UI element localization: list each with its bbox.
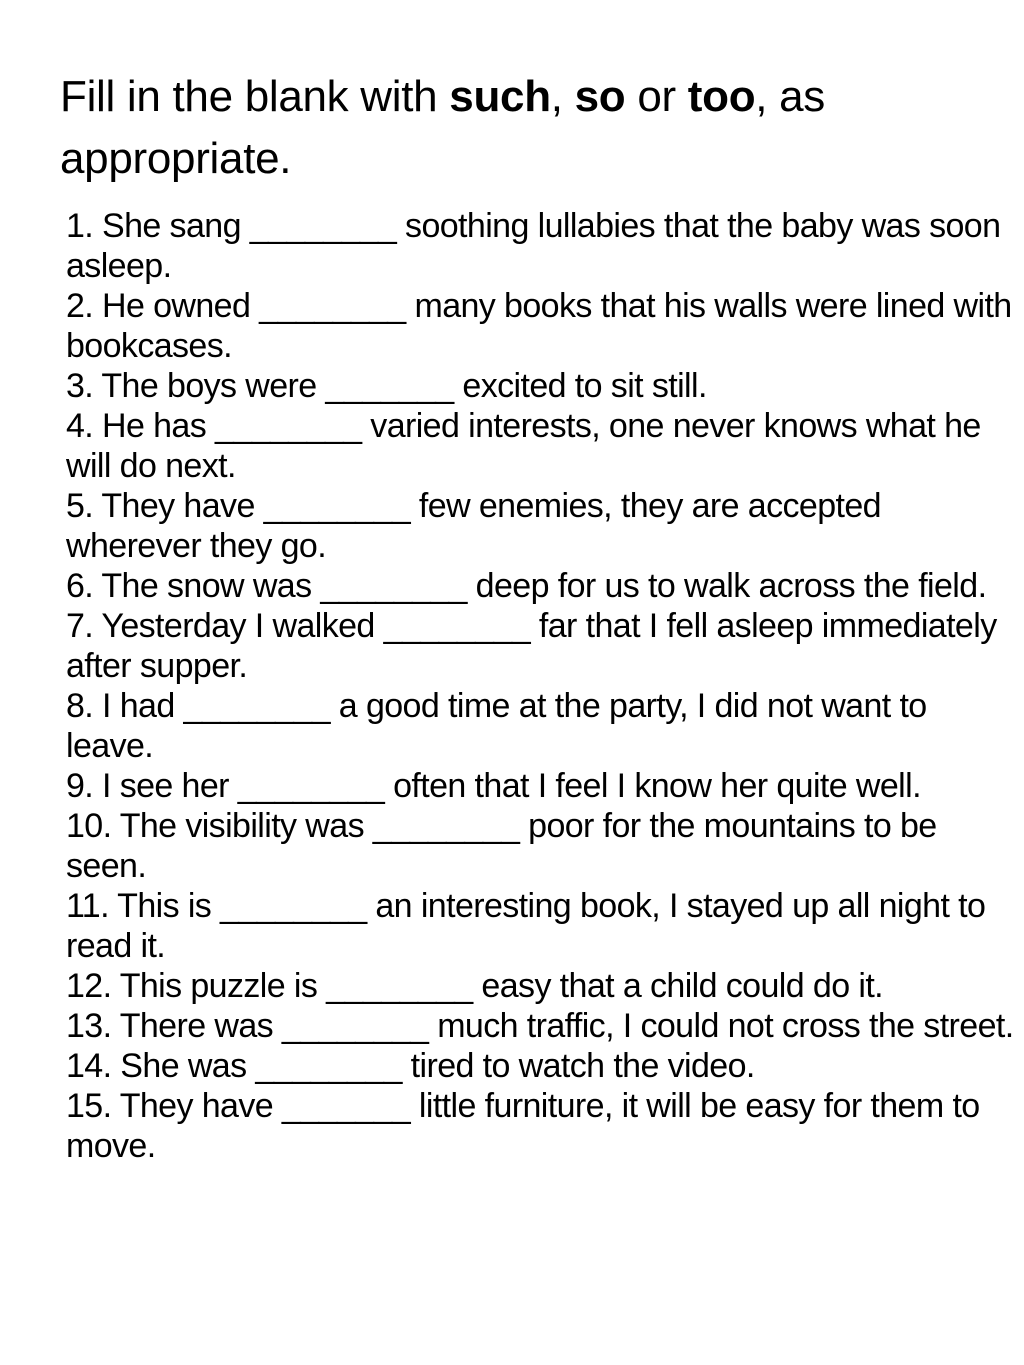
exercise-item-5: 5. They have ________ few enemies, they are accepted wherever they go. (66, 487, 881, 565)
exercise-item-7: 7. Yesterday I walked ________ far that I fell asleep immediately after supper. (66, 607, 997, 685)
exercise-item-4: 4. He has ________ varied interests, one never knows what he will do next. (66, 407, 981, 485)
title-separator-1: , (550, 72, 575, 121)
exercise-item-13: 13. There was ________ much traffic, I could not cross the street. (66, 1007, 1014, 1045)
exercise-item-10: 10. The visibility was ________ poor for the mountains to be seen. (66, 807, 937, 885)
title-prefix: Fill in the blank with (60, 72, 450, 121)
exercise-item-8: 8. I had ________ a good time at the party, I did not want to leave. (66, 687, 927, 765)
title-word-such: such (449, 72, 551, 121)
exercise-item-11: 11. This is ________ an interesting book, I stayed up all night to read it. (66, 887, 986, 965)
exercise-item-2: 2. He owned ________ many books that his walls were lined with bookcases. (66, 287, 1012, 365)
worksheet-title (60, 66, 960, 190)
exercise-item-3: 3. The boys were _______ excited to sit still. (66, 367, 707, 405)
exercise-list (66, 206, 1016, 1166)
exercise-item-9: 9. I see her ________ often that I feel I know her quite well. (66, 767, 921, 805)
exercise-item-12: 12. This puzzle is ________ easy that a child could do it. (66, 967, 884, 1005)
title-word-too: too (687, 72, 756, 121)
title-suffix: , as appropriate. (60, 72, 826, 183)
exercise-item-14: 14. She was ________ tired to watch the video. (66, 1047, 755, 1085)
exercise-item-6: 6. The snow was ________ deep for us to walk across the field. (66, 567, 987, 605)
title-word-so: so (574, 72, 626, 121)
exercise-item-15: 15. They have _______ little furniture, it will be easy for them to move. (66, 1087, 980, 1165)
exercise-item-1: 1. She sang ________ soothing lullabies that the baby was soon asleep. (66, 207, 1001, 285)
title-separator-2: or (625, 72, 688, 121)
